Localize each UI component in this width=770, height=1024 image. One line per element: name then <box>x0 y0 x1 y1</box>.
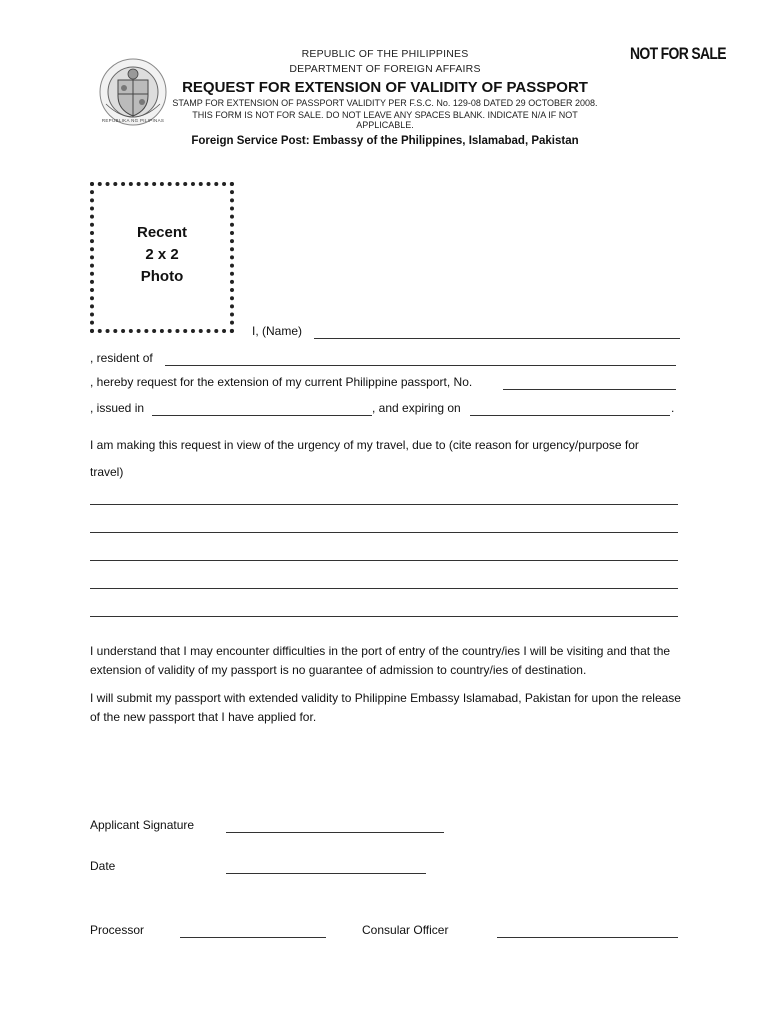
resident-label: , resident of <box>90 351 153 365</box>
processor-label: Processor <box>90 923 145 937</box>
not-for-sale-stamp: NOT FOR SALE <box>630 44 726 63</box>
issued-place-field[interactable] <box>152 401 372 416</box>
date-label: Date <box>90 859 116 873</box>
reason-line-5[interactable] <box>90 602 678 617</box>
form-instruction-note: THIS FORM IS NOT FOR SALE. DO NOT LEAVE ANY SPACES BLANK. INDICATE N/A IF NOT APPLICABLE. <box>192 110 578 130</box>
reason-line-1[interactable] <box>90 490 678 505</box>
passport-request-label: , hereby request for the extension of my current Philippine passport, No. <box>90 375 473 389</box>
name-label: I, (Name) <box>252 324 303 338</box>
page-title: REQUEST FOR EXTENSION OF VALIDITY OF PASSPORT <box>182 79 588 96</box>
stamp-note: STAMP FOR EXTENSION OF PASSPORT VALIDITY PER F.S.C. No. 129-08 DATED 29 OCTOBER 2008. <box>172 98 598 108</box>
understanding-paragraph: I understand that I may encounter difficulties in the port of entry of the country/ies I will be visiting and that the extension of validity of my passport is no guarantee of admission to country/ies of destination. <box>90 644 671 677</box>
name-field[interactable] <box>314 324 680 339</box>
consular-officer-field[interactable] <box>497 923 678 938</box>
reason-prompt: I am making this request in view of the urgency of my travel, due to (cite reason for urgency/purpose for travel) <box>90 438 639 479</box>
expiry-date-field[interactable] <box>470 401 670 416</box>
processor-field[interactable] <box>180 923 326 938</box>
applicant-signature-label: Applicant Signature <box>90 818 195 832</box>
resident-address-field[interactable] <box>165 351 676 366</box>
reason-line-2[interactable] <box>90 518 678 533</box>
passport-number-field[interactable] <box>503 375 676 390</box>
dfa-seal <box>98 52 168 132</box>
expiring-label: , and expiring on <box>372 401 461 415</box>
date-field[interactable] <box>226 859 426 874</box>
photo-label: Recent 2 x 2 Photo <box>136 224 188 285</box>
department-heading: DEPARTMENT OF FOREIGN AFFAIRS <box>289 63 481 75</box>
republic-heading: REPUBLIC OF THE PHILIPPINES <box>301 48 469 60</box>
reason-line-3[interactable] <box>90 546 678 561</box>
consular-officer-label: Consular Officer <box>362 923 449 937</box>
expiring-period: . <box>671 401 675 415</box>
foreign-service-post: Foreign Service Post: Embassy of the Philippines, Islamabad, Pakistan <box>191 135 579 147</box>
applicant-signature-field[interactable] <box>226 818 444 833</box>
reason-line-4[interactable] <box>90 574 678 589</box>
submission-paragraph: I will submit my passport with extended validity to Philippine Embassy Islamabad, Pakistan for upon the release of the new passport that I have applied for. <box>90 691 681 724</box>
seal-text: REPUBLIKA NG PILIPINAS <box>101 118 165 123</box>
issued-label: , issued in <box>90 401 145 415</box>
